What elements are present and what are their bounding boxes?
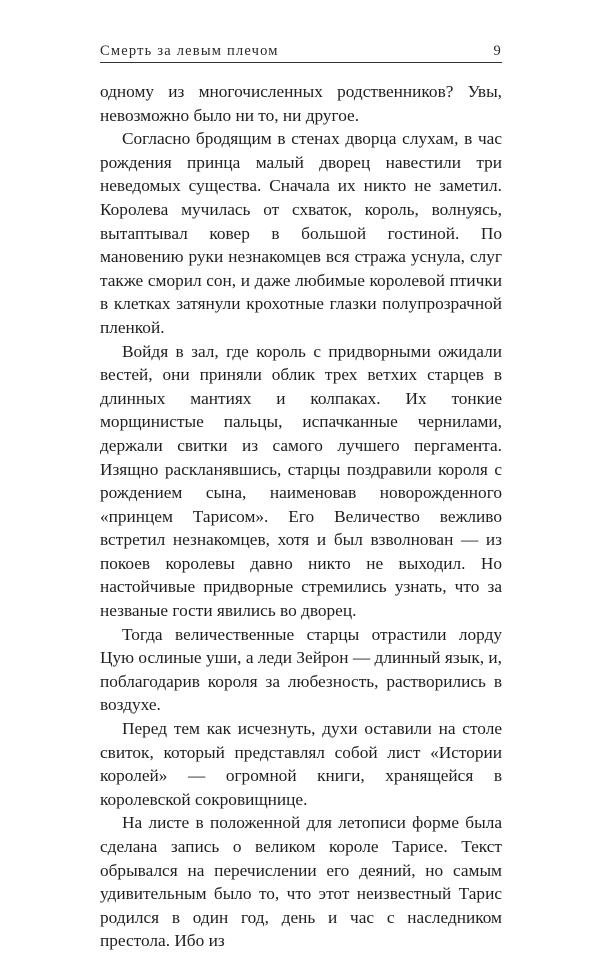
- paragraph: Войдя в зал, где король с придворными ожидали вестей, они приняли облик трех ветхих старцев в длинных мантиях и колпаках. Их тонкие морщинистые пальцы, испачканные чернилами, держали свитки из самого лучшего пергамента. Изящно раскланявшись, старцы поздравили короля с рождением сына, наименовав новорожденного «принцем Тарисом». Его Величество вежливо встретил незнакомцев, хотя и был взволнован — из покоев королевы давно никто не выходил. Но настойчивые придворные стремились узнать, что за незваные гости явились во дворец.: [100, 341, 502, 621]
- paragraph: одному из многочисленных родственников? Увы, невозможно было ни то, ни другое.: [100, 82, 502, 125]
- body-text: [100, 80, 502, 953]
- header-rule: [100, 62, 502, 63]
- paragraph: Согласно бродящим в стенах дворца слухам, в час рождения принца малый дворец навестили три неведомых существа. Сначала их никто не заметил. Королева мучилась от схваток, король, волнуясь, вытаптывал ковер в большой гостиной. По мановению руки незнакомцев вся стража уснула, слуг также сморил сон, и даже любимые королевой птички в клетках затянули крохотные глазки полупрозрачной пленкой.: [100, 129, 502, 337]
- paragraph: Тогда величественные старцы отрастили лорду Цую ослиные уши, а леди Зейрон — длинный язык, и, поблагодарив короля за любезность, растворились в воздухе.: [100, 624, 502, 715]
- running-head-title: Смерть за левым плечом: [100, 43, 279, 59]
- running-head: [100, 38, 502, 60]
- paragraph: На листе в положенной для летописи форме была сделана запись о великом короле Тарисе. Текст обрывался на перечислении его деяний, но самым удивительным было то, что этот неизвестный Тарис родился в один год, день и час с наследником престола. Ибо из: [100, 813, 502, 951]
- page-number: 9: [493, 43, 502, 59]
- paragraph: Перед тем как исчезнуть, духи оставили на столе свиток, который представлял собой лист «Истории королей» — огромной книги, хранящейся в королевской сокровищнице.: [100, 719, 502, 809]
